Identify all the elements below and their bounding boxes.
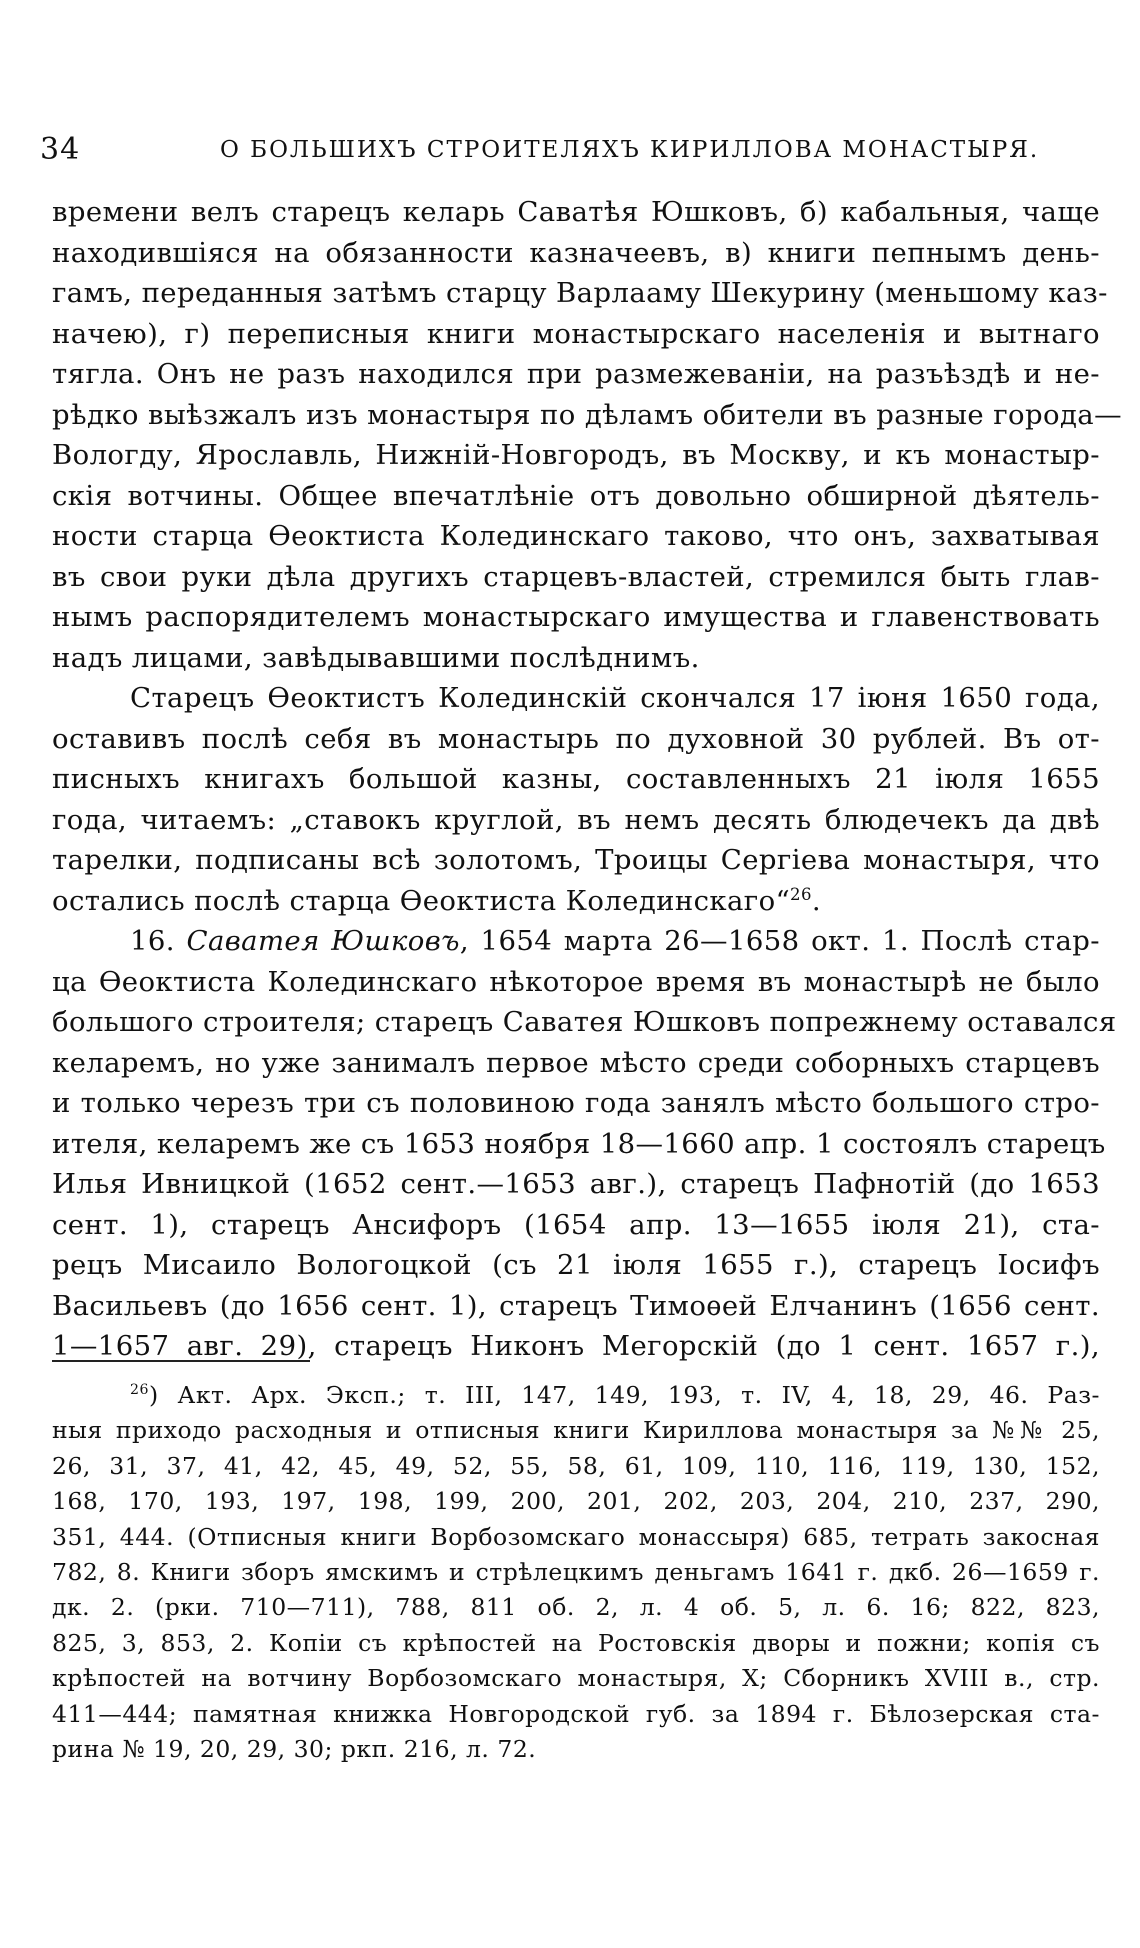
text-line: Илья Ивницкой (1652 сент.—1653 авг.), старецъ Пафнотій (до 1653 [52,1168,1100,1200]
text-line: находившіяся на обязанности казначеевъ, в) книги пепнымъ день- [52,236,1100,269]
text-line: гамъ, переданныя затѣмъ старцу Варлааму Шекурину (меньшому каз- [52,277,1108,309]
text-line: писныхъ книгахъ большой казны, составленныхъ 21 іюля 1655 [52,763,1100,795]
footnote-line: рина № 19, 20, 29, 30; ркп. 216, л. 72. [52,1734,537,1763]
text-line: нымъ распорядителемъ монастырскаго имущества и главенствовать [52,601,1100,633]
text-segment: 16. [130,925,187,957]
text-line-with-footnote: остались послѣ старца Ѳеоктиста Колединскаго“$^{26}$. [52,884,821,917]
page-header [40,132,1100,172]
page-number: 34 [40,132,81,167]
footnote-line: дк. 2. (рки. 710—711), 788, 811 об. 2, л. 4 об. 5, л. 6. 16; 822, 823, [52,1593,1100,1622]
text-line: ности старца Ѳеоктиста Колединскаго таково, что онъ, захватывая [52,520,1100,552]
text-line: времени велъ старецъ келарь Саватѣя Юшковъ, б) кабальныя, чаще [52,196,1100,228]
text-line: оставивъ послѣ себя въ монастырь по духовной 30 рублей. Въ от- [52,722,1100,755]
footnote-text: ) Акт. Арх. Эксп.; т. III, 147, 149, 193, т. IV, 4, 18, 29, 46. Раз- [148,1381,1100,1409]
text-segment: , 1654 марта 26—1658 окт. 1. Послѣ стар- [459,925,1101,957]
text-line: ца Ѳеоктиста Колединскаго нѣкоторое время въ монастырѣ не было [52,965,1100,998]
footnote-line: 351, 444. (Отписныя книги Ворбозомскаго монассыря) 685, тетрать закосная [52,1522,1100,1551]
text-line: начею), г) переписныя книги монастырскаго населенія и вытнаго [52,317,1100,350]
footnote-reference: 26 [790,884,812,904]
footnote-line [52,1378,1100,1413]
text-line: большого строителя; старецъ Саватея Юшковъ попрежнему оставался [52,1006,1117,1038]
italic-name: Саватея Юшковъ [186,925,460,957]
footnote-line: ныя приходо расходныя и отписныя книги Кириллова монастыря за №№ 25, [52,1416,1100,1445]
text-line: 1—1657 авг. 29), старецъ Никонъ Мегорскій (до 1 сент. 1657 г.), [52,1330,1100,1362]
text-line: Старецъ Ѳеоктистъ Колединскій скончался 17 іюня 1650 года, [130,682,1100,714]
text-line: сент. 1), старецъ Ансифоръ (1654 апр. 13—1655 іюля 21), ста- [52,1208,1100,1241]
footnote-line: крѣпостей на вотчину Ворбозомскаго монастыря, X; Сборникъ XVIII в., стр. [52,1664,1100,1693]
text-line: Вологду, Ярославль, Нижній-Новгородъ, въ Москву, и къ монастыр- [52,439,1100,471]
text-line: въ свои руки дѣла другихъ старцевъ-властей, стремился быть глав- [52,560,1100,593]
text-line: остались послѣ старца Ѳеоктиста Колединскаго“ [52,884,791,917]
text-line: рѣдко выѣзжалъ изъ монастыря по дѣламъ обители въ разные города— [52,398,1122,431]
footnote-line: 782, 8. Книги зборъ ямскимъ и стрѣлецкимъ деньгамъ 1641 г. дкб. 26—1659 г. [52,1557,1100,1586]
footnotes [52,1378,1100,1767]
text-line: ителя, келаремъ же съ 1653 ноября 18—1660 апр. 1 состоялъ старецъ [52,1127,1106,1160]
footnote-marker: 26 [130,1382,149,1399]
text-line: Васильевъ (до 1656 сент. 1), старецъ Тимоѳей Елчанинъ (1656 сент. [52,1289,1100,1322]
running-title: О БОЛЬШИХЪ СТРОИТЕЛЯХЪ КИРИЛЛОВА МОНАСТЫРЯ. [220,137,1040,163]
text-line: надъ лицами, завѣдывавшими послѣднимъ. [52,641,700,674]
footnote-line: 411—444; памятная книжка Новгородской губ. за 1894 г. Бѣлозерская ста- [52,1699,1100,1728]
text-line-italic-start [52,921,1100,962]
text-line: келаремъ, но уже занималъ первое мѣсто среди соборныхъ старцевъ [52,1046,1100,1079]
text-line: рецъ Мисаило Вологоцкой (съ 21 іюля 1655 г.), старецъ Іосифъ [52,1249,1100,1281]
text-line: тарелки, подписаны всѣ золотомъ, Троицы Сергіева монастыря, что [52,844,1100,876]
text-line: скія вотчины. Общее впечатлѣніе отъ довольно обширной дѣятель- [52,479,1100,512]
footnote-line: 168, 170, 193, 197, 198, 199, 200, 201, 202, 203, 204, 210, 237, 290, [52,1487,1100,1516]
footnote-divider [52,1360,310,1362]
text-line: года, читаемъ: „ставокъ круглой, въ немъ десять блюдечекъ да двѣ [52,803,1100,836]
footnote-line: 825, 3, 853, 2. Копіи съ крѣпостей на Ростовскія дворы и пожни; копія съ [52,1628,1100,1657]
text-line: и только черезъ три съ половиною года занялъ мѣсто большого стро- [52,1087,1100,1119]
body-text [52,192,1122,1367]
footnote-line: 26, 31, 37, 41, 42, 45, 49, 52, 55, 58, 61, 109, 110, 116, 119, 130, 152, [52,1451,1100,1480]
text-line: тягла. Онъ не разъ находился при размежеваніи, на разъѣздѣ и не- [52,358,1100,390]
